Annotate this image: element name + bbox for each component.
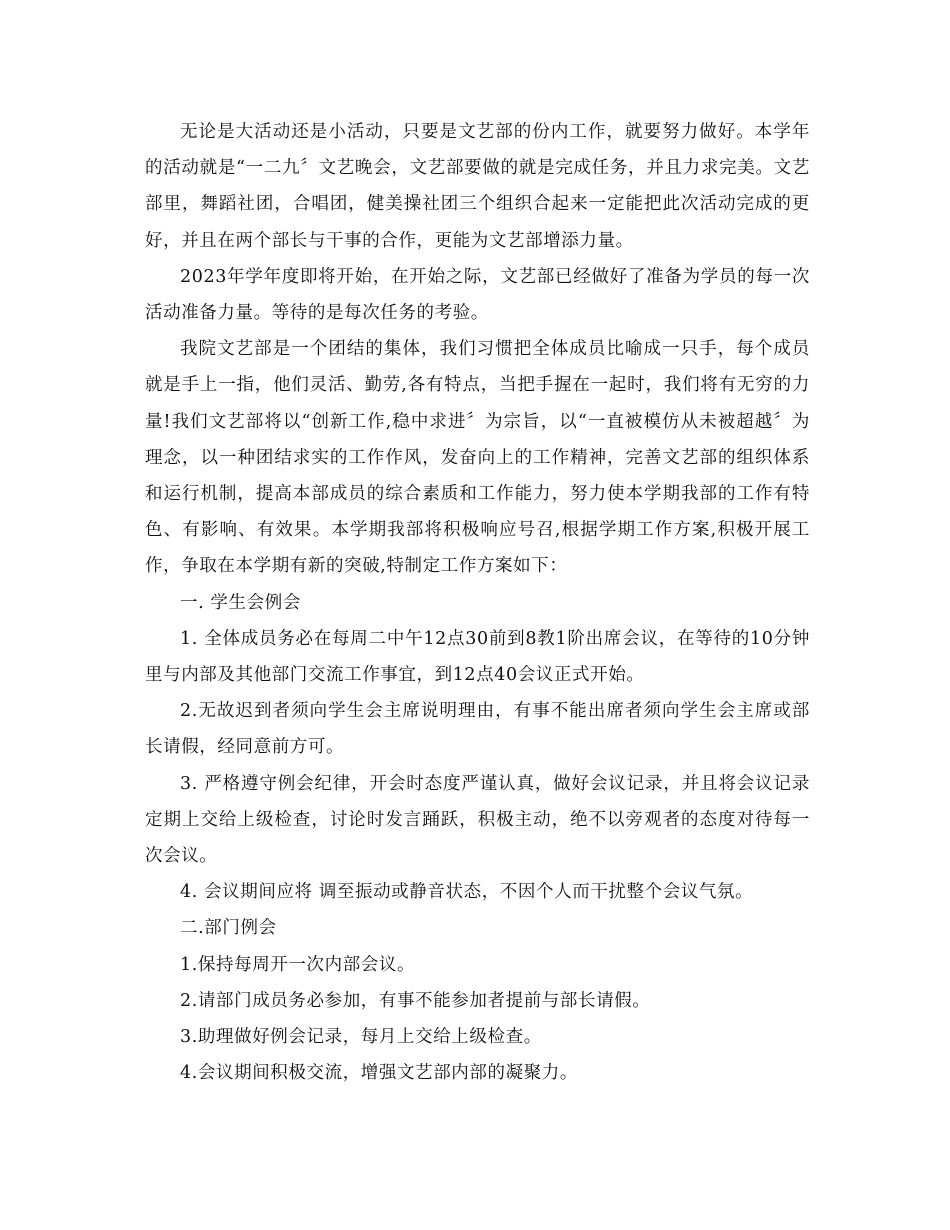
list-item: 3.助理做好例会记录，每月上交给上级检查。 bbox=[180, 1027, 542, 1048]
list-item: 4. 会议期间应将 调至振动或静音状态，不因个人而干扰整个会议气氛。 bbox=[180, 882, 754, 903]
list-item: 4.会议期间积极交流，增强文艺部内部的凝聚力。 bbox=[180, 1063, 578, 1084]
list-item: 2.无故迟到者须向学生会主席说明理由，有事不能出席者须向学生会主席或部长请假，经同意前方可。 bbox=[145, 701, 810, 758]
list-item: 1. 全体成员务必在每周二中午12点30前到8教1阶出席会议，在等待的10分钟里与内部及其他部门交流工作事宜，到12点40会议正式开始。 bbox=[145, 628, 810, 686]
intro-paragraph: 无论是大活动还是小活动，只要是文艺部的份内工作，就要努力做好。本学年的活动就是“一二九〞文艺晚会，文艺部要做的就是完成任务，并且力求完美。文艺部里，舞蹈社团，合唱团，健美操社团三个组织合起来一定能把此次活动完成的更好，并且在两个部长与干事的合作，更能为文艺部增添力量。 bbox=[145, 122, 810, 251]
section-heading-meeting: 一. 学生会例会 bbox=[180, 592, 301, 613]
list-item: 3. 严格遵守例会纪律，开会时态度严谨认真，做好会议记录，并且将会议记录定期上交给上级检查，讨论时发言踊跃，积极主动，绝不以旁观者的态度对待每一次会议。 bbox=[145, 773, 810, 867]
intro-paragraph: 2023年学年度即将开始，在开始之际，文艺部已经做好了准备为学员的每一次活动准备力量。等待的是每次任务的考验。 bbox=[145, 266, 810, 324]
list-item: 2.请部门成员务必参加，有事不能参加者提前与部长请假。 bbox=[180, 990, 651, 1011]
list-item: 1.保持每周开一次内部会议。 bbox=[180, 954, 416, 975]
intro-paragraph: 我院文艺部是一个团结的集体，我们习惯把全体成员比喻成一只手，每个成员就是手上一指，他们灵活、勤劳,各有特点，当把手握在一起时，我们将有无穷的力量!我们文艺部将以“创新工作,稳中求进〞为宗旨，以“一直被模仿从未被超越〞为理念，以一种团结求实的工作作风，发奋向上的工作精神，完善文艺部的组织体系和运行机制，提高本部成员的综合素质和工作能力，努力使本学期我部的工作有特色、有影响、有效果。本学期我部将积极响应号召,根据学期工作方案,积极开展工作，争取在本学期有新的突破,特制定工作方案如下： bbox=[145, 339, 810, 577]
section-heading-department: 二.部门例会 bbox=[180, 918, 277, 939]
document-body bbox=[145, 114, 810, 1091]
